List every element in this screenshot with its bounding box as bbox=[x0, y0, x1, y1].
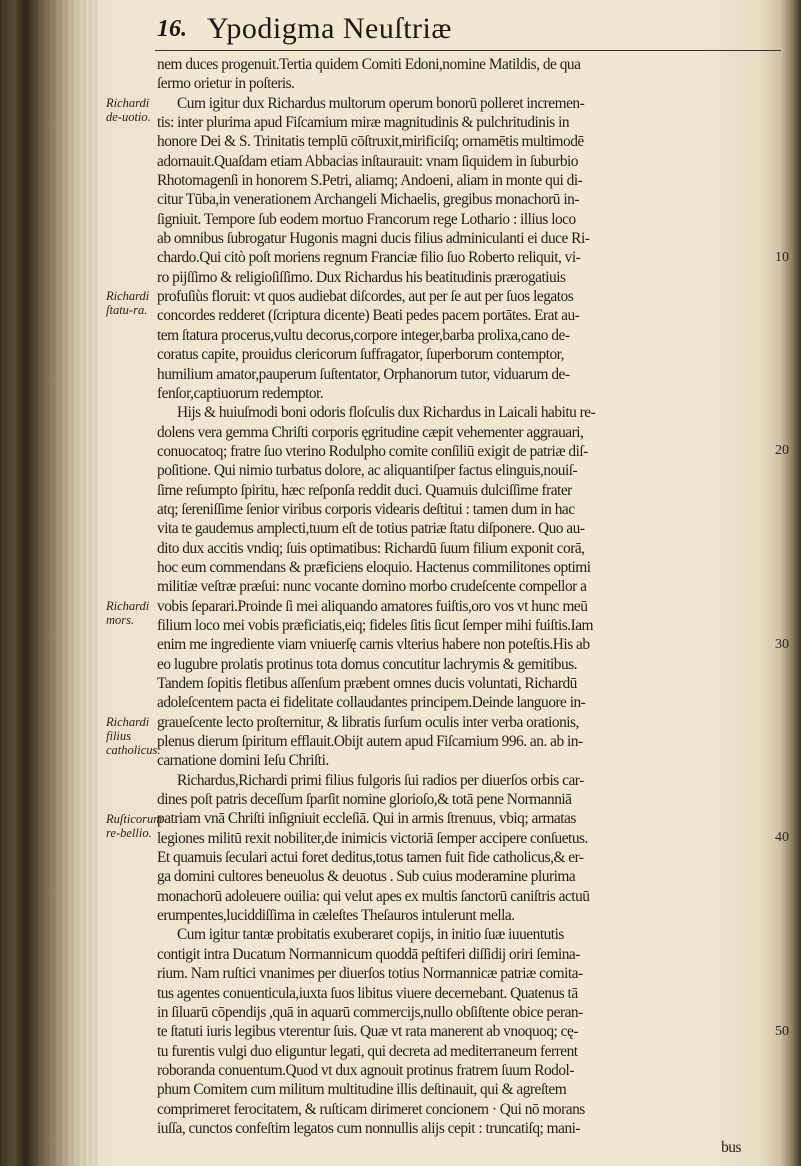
running-title: Ypodigma Neuſtriæ bbox=[207, 12, 452, 45]
text-line: adoleſcentem pacta ei fidelitate collaudantes principem.Deinde languore in- bbox=[157, 694, 586, 712]
margin-note: Richardi filius catholicus. bbox=[106, 714, 161, 757]
text-line: carnatione domini Ieſu Chriſti. bbox=[157, 752, 329, 770]
text-line: tu furentis vulgi duo eliguntur legati, qui decreta ad mediterraneum ferrent bbox=[157, 1042, 578, 1060]
text-line: tem ſtatura procerus,vultu decorus,corpore integer,barba prolixa,cano de- bbox=[157, 326, 570, 344]
text-line: hoc eum commendans & præficiens eloquio. Hactenus commilitones optimi bbox=[157, 558, 591, 576]
text-line: poſitione. Qui nimio turbatus dolore, ac aliquantiſper factus elinguis,nouiſ- bbox=[157, 462, 578, 480]
text-line: chardo.Qui citò poſt moriens regnum Franciæ filio ſuo Roberto reliquit, vi- bbox=[157, 249, 581, 267]
body-text bbox=[157, 55, 787, 1158]
text-line: citur Tūba,in venerationem Archangeli Michaelis, gregibus monachorū in- bbox=[157, 191, 579, 209]
text-line: dines poſt patris deceſſum ſparſit nomine glorioſo,& totā pene Normanniā bbox=[157, 791, 572, 809]
text-line: ro pijſſimo & religioſiſſimo. Dux Richardus his beatitudinis prærogatiuis bbox=[157, 268, 566, 286]
text-line: fenſor,captiuorum redemptor. bbox=[157, 384, 324, 402]
text-line: Hijs & huiuſmodi boni odoris floſculis dux Richardus in Laicali habitu re- bbox=[177, 404, 596, 422]
book-spine bbox=[0, 0, 100, 1166]
text-line: dolens vera gemma Chriſti corporis ęgritudine cæpit vehementer aggrauari, bbox=[157, 423, 584, 441]
text-line: Cum igitur tantæ probitatis exuberaret copijs, in initio ſuæ iuuentutis bbox=[177, 926, 564, 944]
line-number: 10 bbox=[775, 249, 789, 265]
text-line: adornauit.Quaſdam etiam Abbacias inſtaurauit: vnam ſiquidem in ſuburbio bbox=[157, 152, 578, 170]
text-line: humilium amator,pauperum ſuſtentator, Orphanorum tutor, viduarum de- bbox=[157, 365, 570, 383]
text-line: ga domini cultores beneuolus & deuotus . Sub cuius moderamine plurima bbox=[157, 868, 576, 886]
margin-note: Richardi de-uotio. bbox=[106, 95, 151, 124]
text-line: contigit intra Ducatum Normannicum quoddā peſtiferi diſſidij oriri ſemina- bbox=[157, 945, 580, 963]
text-line: filium loco mei vobis præficiatis,eiq; fideles ſitis ſicut ſemper mihi fuiſtis.Iam bbox=[157, 616, 594, 634]
text-line: bus bbox=[721, 1139, 741, 1157]
text-line: tus agentes conuenticula,iuxta ſuos libitus viuere decernebant. Quatenus tā bbox=[157, 984, 578, 1002]
text-line: vobis ſeparari.Proinde ſi mei aliquando amatores fuiſtis,oro vos vt hunc meū bbox=[157, 597, 588, 615]
text-line: Et quamuis ſeculari actui foret deditus,totus tamen fuit fide catholicus,& er- bbox=[157, 849, 584, 867]
text-line: ſigniuit. Tempore ſub eodem mortuo Francorum rege Lothario : illius loco bbox=[157, 210, 576, 228]
text-line: roboranda conuentum.Quod vt dux agnouit protinus fratrem ſuum Rodol- bbox=[157, 1061, 574, 1079]
text-line: militiæ veſtræ præſui: nunc vocante domino morbo crudeſcente compellor a bbox=[157, 578, 587, 596]
text-line: tis: inter plurima apud Fiſcamium miræ magnitudinis & pulchritudinis in bbox=[157, 114, 570, 132]
margin-note: Richardi ſtatu-ra. bbox=[106, 289, 150, 318]
text-line: te ſtatuti iuris legibus vterentur ſuis. Quæ vt rata manerent ab vnoquoq; cę- bbox=[157, 1023, 578, 1041]
page-number: 16. bbox=[157, 16, 187, 42]
text-line: Rhotomagenſi in honorem S.Petri, aliamq; Andoeni, aliam in monte qui di- bbox=[157, 172, 583, 190]
line-number: 40 bbox=[775, 830, 789, 845]
text-line: comprimeret ferocitatem, & ruſticam dirimeret concionem · Qui nō morans bbox=[157, 1100, 585, 1118]
margin-note: Richardi mors. bbox=[106, 598, 150, 627]
text-line: conuocatoq; fratre ſuo vterino Rodulpho comite conſiliū exigit de patriæ diſ- bbox=[157, 442, 588, 460]
text-line: plenus dierum ſpiritum efflauit.Obijt autem apud Fiſcamium 996. an. ab in- bbox=[157, 733, 583, 751]
text-line: eo lugubre prolatis protinus tota domus concutitur lachrymis & gemitibus. bbox=[157, 655, 578, 673]
line-number: 50 bbox=[775, 1023, 789, 1039]
text-line: monachorū adoleuere ouilia: qui velut apes ex multis ſanctorū caniſtris actuū bbox=[157, 887, 590, 905]
text-line: graueſcente lecto proſternitur, & libratis ſurſum oculis inter verba orationis, bbox=[157, 713, 579, 731]
text-line: in ſiluarū cōpendijs ,quā in aquarū commercijs,nullo obſiſtente obice peran- bbox=[157, 1003, 583, 1021]
header-rule bbox=[155, 50, 781, 51]
text-line: phum Comitem cum militum multitudine illis deſtinauit, qui & agreſtem bbox=[157, 1081, 567, 1099]
line-number: 30 bbox=[775, 636, 789, 652]
text-line: concordes redderet (ſcriptura dicente) Beati pedes pacem portātes. Erat au- bbox=[157, 307, 580, 325]
text-line: nem duces progenuit.Tertia quidem Comiti Edoni,nomine Matildis, de qua bbox=[157, 56, 581, 73]
text-line: rium. Nam ruſtici vnanimes per diuerſos totius Normannicæ patriæ comita- bbox=[157, 965, 583, 983]
text-line: patriam vnā Chriſti inſigniuit eccleſiā. Qui in armis ſtrenuus, vbiq; armatas bbox=[157, 810, 576, 828]
line-number: 20 bbox=[775, 443, 789, 458]
text-line: dito dux accitis vndiq; ſuis optimatibus: Richardū ſuum filium exponit corā, bbox=[157, 539, 585, 557]
text-line: Cum igitur dux Richardus multorum operum bonorū polleret incremen- bbox=[177, 94, 585, 112]
margin-note: Ruſticorum re-bellio. bbox=[106, 811, 163, 840]
text-line: Tandem ſopitis fletibus aſſenſum præbent omnes ducis voluntati, Richardū bbox=[157, 675, 577, 692]
text-line: iuſſa, cunctos confeſtim legatos cum nonnullis alijs cepit : truncatiſq; mani- bbox=[157, 1119, 581, 1137]
text-line: atq; ſereniſſime ſenior viribus corporis videaris deſtitui : tamen dum in hac bbox=[157, 500, 575, 518]
text-line: Richardus,Richardi primi filius fulgoris ſui radios per diuerſos orbis car- bbox=[177, 771, 584, 789]
text-line: honore Dei & S. Trinitatis templū cōſtruxit,mirificiſq; ornamētis multimodē bbox=[157, 133, 584, 151]
text-line: enim me ingrediente viam vniuerſę carnis vlterius habere non poteſtis.His ab bbox=[157, 636, 590, 654]
text-line: ab omnibus ſubrogatur Hugonis magni ducis filius adminiculanti ei duce Ri- bbox=[157, 230, 590, 248]
text-line: erumpentes,luciddiſſima in cæleſtes Theſauros intulerunt mella. bbox=[157, 907, 515, 925]
text-line: coratus capite, prouidus clericorum ſuffragator, ſuperborum contemptor, bbox=[157, 346, 565, 364]
text-line: profuſiùs floruit: vt quos audiebat diſcordes, aut per ſe aut per ſuos legatos bbox=[157, 288, 574, 306]
text-line: ſermo orietur in poſteris. bbox=[157, 75, 295, 93]
text-line: legiones militū rexit nobiliter,de inimicis victoriā ſemper accipere conſuetus. bbox=[157, 829, 588, 847]
text-line: ſime reſumpto ſpiritu, hæc reſponſa reddit duci. Quamuis dulciſſime frater bbox=[157, 481, 572, 499]
text-line: vita te gaudemus amplecti,tuum eſt de totius patriæ ſtatu diſponere. Quo au- bbox=[157, 520, 585, 538]
